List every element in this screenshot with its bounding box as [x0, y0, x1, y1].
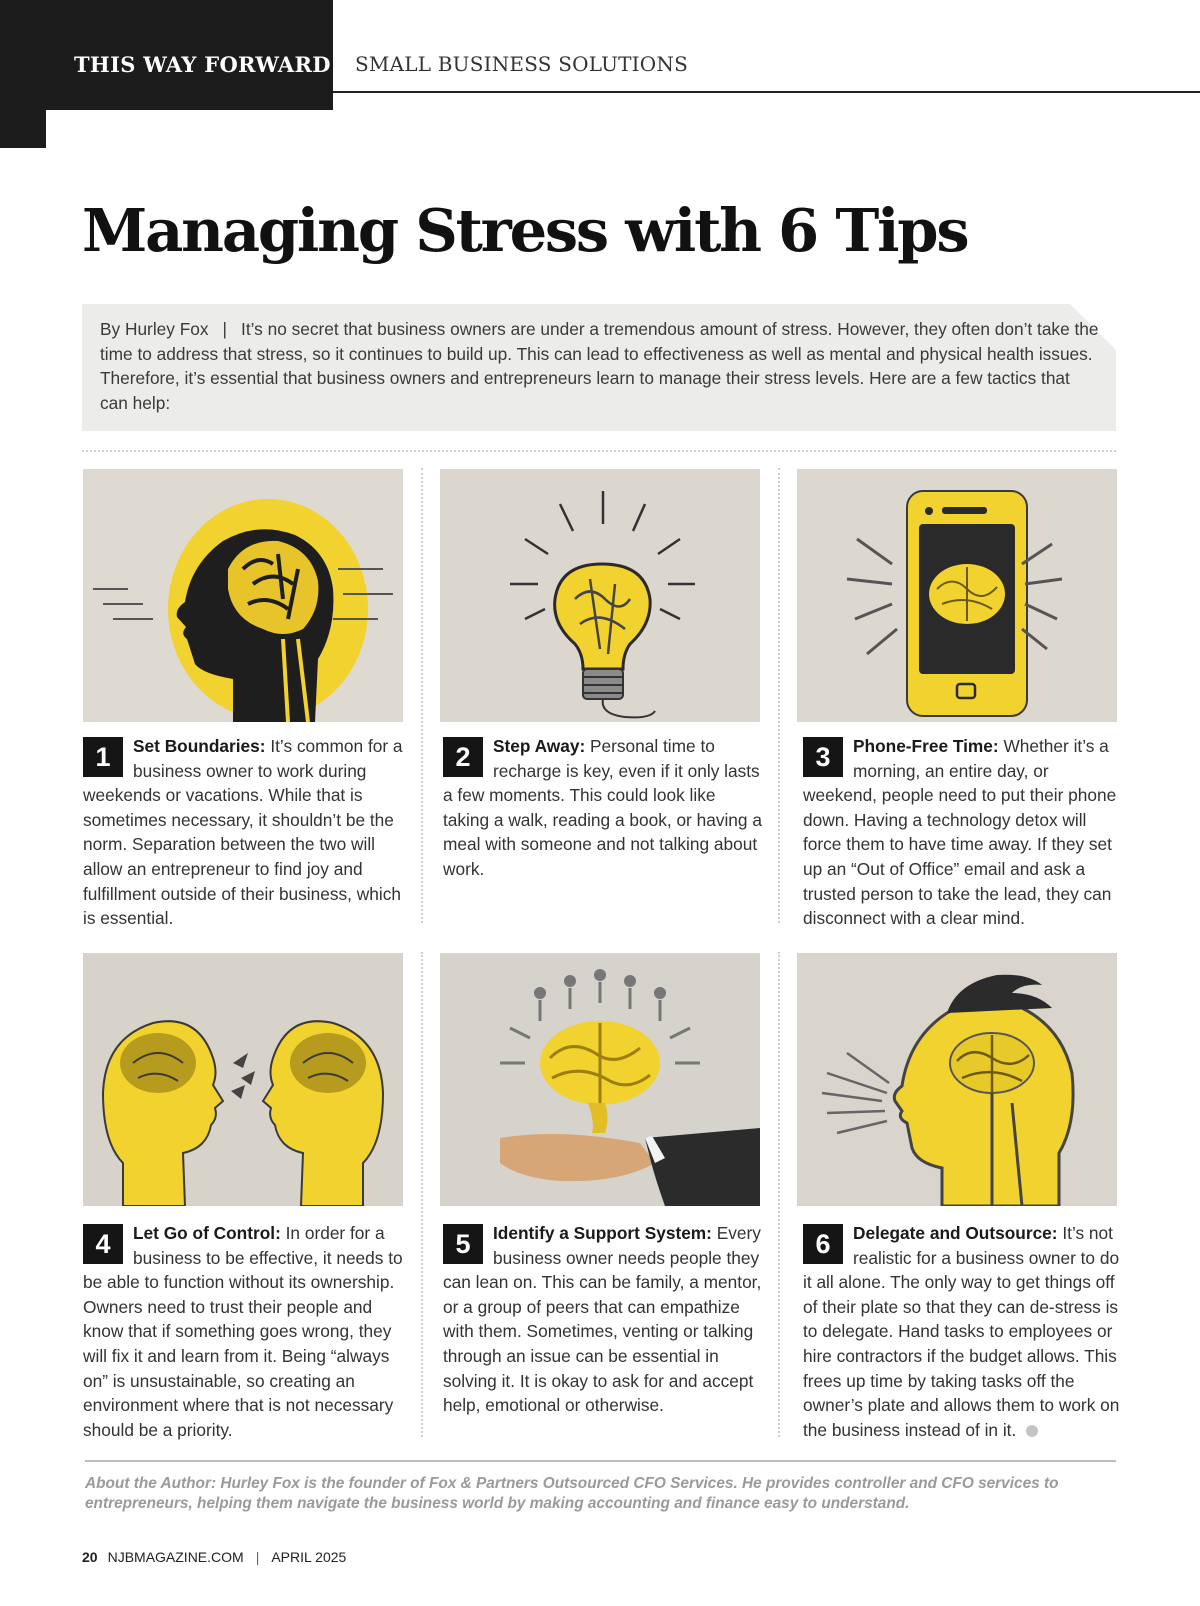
tip-6 — [803, 1221, 1125, 1442]
tip-body: Every business owner needs people they can lean on. This can be family, a mentor, or a group of peers that can empathize with them. Sometimes, venting or talking through an issue can be essential in solving it. It is okay to ask for and accept help, emotional or otherwise. — [443, 1223, 762, 1416]
byline-separator: | — [222, 319, 228, 339]
column-divider — [421, 468, 423, 923]
tip-6-image — [797, 953, 1117, 1206]
intro-divider — [82, 450, 1116, 452]
lightbulb-brain-icon — [440, 469, 760, 722]
tip-body: In order for a business to be effective, it needs to be able to function without its ownership. Owners need to trust their people and know that if something goes wrong, they will fix it and learn from it. Being “always on” is unsustainable, so creating an environment where that is not necessary should be a priority. — [83, 1223, 403, 1440]
tip-body: Whether it’s a morning, an entire day, or weekend, people need to put their phone down. Having a technology detox will force them to have time away. If they set up an “Out of Office” email and ask a trusted person to take the lead, they can disconnect with a clear mind. — [803, 736, 1117, 929]
tip-heading: Let Go of Control: — [133, 1223, 281, 1243]
column-divider — [421, 952, 423, 1437]
tip-1 — [83, 734, 405, 931]
tip-heading: Phone-Free Time: — [853, 736, 999, 756]
tip-1-image — [83, 469, 403, 722]
tip-4-image — [83, 953, 403, 1206]
page-footer — [82, 1549, 346, 1565]
smartphone-brain-icon — [797, 469, 1117, 722]
column-divider — [778, 468, 780, 923]
tip-3-image — [797, 469, 1117, 722]
tip-heading: Set Boundaries: — [133, 736, 266, 756]
footer-separator: | — [255, 1549, 260, 1565]
tip-2 — [443, 734, 765, 882]
header-kicker: THIS WAY FORWARD — [74, 52, 331, 77]
tip-heading: Identify a Support System: — [493, 1223, 712, 1243]
footer-site: NJBMAGAZINE.COM — [107, 1549, 244, 1565]
tip-3 — [803, 734, 1125, 931]
tip-number-badge: 1 — [83, 737, 123, 777]
article-intro — [100, 317, 1100, 415]
tip-5-image — [440, 953, 760, 1206]
head-profile-brain-icon — [83, 469, 403, 722]
header-rule — [333, 91, 1200, 93]
author-divider — [85, 1460, 1116, 1462]
tip-body: It’s not realistic for a business owner to do it all alone. The only way to get things off of their plate so that they can de-stress is to delegate. Hand tasks to employees or hire contractors if the budget allows. This frees up time by taking tasks off the owner’s plate and allows them to work on the business instead of in it. — [803, 1223, 1120, 1440]
tip-number-badge: 6 — [803, 1224, 843, 1264]
footer-issue-date: APRIL 2025 — [271, 1549, 347, 1565]
tip-5 — [443, 1221, 765, 1418]
tip-4 — [83, 1221, 405, 1442]
tip-heading: Step Away: — [493, 736, 586, 756]
tip-body: Personal time to recharge is key, even if it only lasts a few moments. This could look like taking a walk, reading a book, or having a meal with someone and not talking about work. — [443, 736, 762, 879]
tip-body: It’s common for a business owner to work during weekends or vacations. While that is sometimes necessary, it shouldn’t be the norm. Separation between the two will allow an entrepreneur to find joy and fulfillment outside of their business, which is essential. — [83, 736, 403, 929]
tip-2-image — [440, 469, 760, 722]
column-divider — [778, 952, 780, 1437]
intro-text: It’s no secret that business owners are under a tremendous amount of stress. However, they often don’t take the time to address that stress, so it continues to build up. This can lead to effectiveness as well as mental and physical health issues. Therefore, it’s essential that business owners and entrepreneurs learn to manage their stress levels. Here are a few tactics that can help: — [100, 319, 1099, 413]
page-number: 20 — [82, 1549, 98, 1565]
article-title: Managing Stress with 6 Tips — [82, 196, 968, 265]
header-section-title: SMALL BUSINESS SOLUTIONS — [355, 52, 688, 76]
end-of-article-icon — [1026, 1425, 1038, 1437]
head-exhaling-icon — [797, 953, 1117, 1206]
tip-heading: Delegate and Outsource: — [853, 1223, 1058, 1243]
tip-number-badge: 2 — [443, 737, 483, 777]
tip-number-badge: 4 — [83, 1224, 123, 1264]
two-heads-facing-icon — [83, 953, 403, 1206]
tip-number-badge: 3 — [803, 737, 843, 777]
hand-holding-brain-icon — [440, 953, 760, 1206]
tip-number-badge: 5 — [443, 1224, 483, 1264]
header-accent-block — [0, 110, 46, 148]
author-bio: About the Author: Hurley Fox is the founder of Fox & Partners Outsourced CFO Services. He provides controller and CFO services to entrepreneurs, helping them navigate the business world by making accounting and finance easy to understand. — [85, 1475, 1059, 1512]
byline: By Hurley Fox — [100, 319, 209, 339]
